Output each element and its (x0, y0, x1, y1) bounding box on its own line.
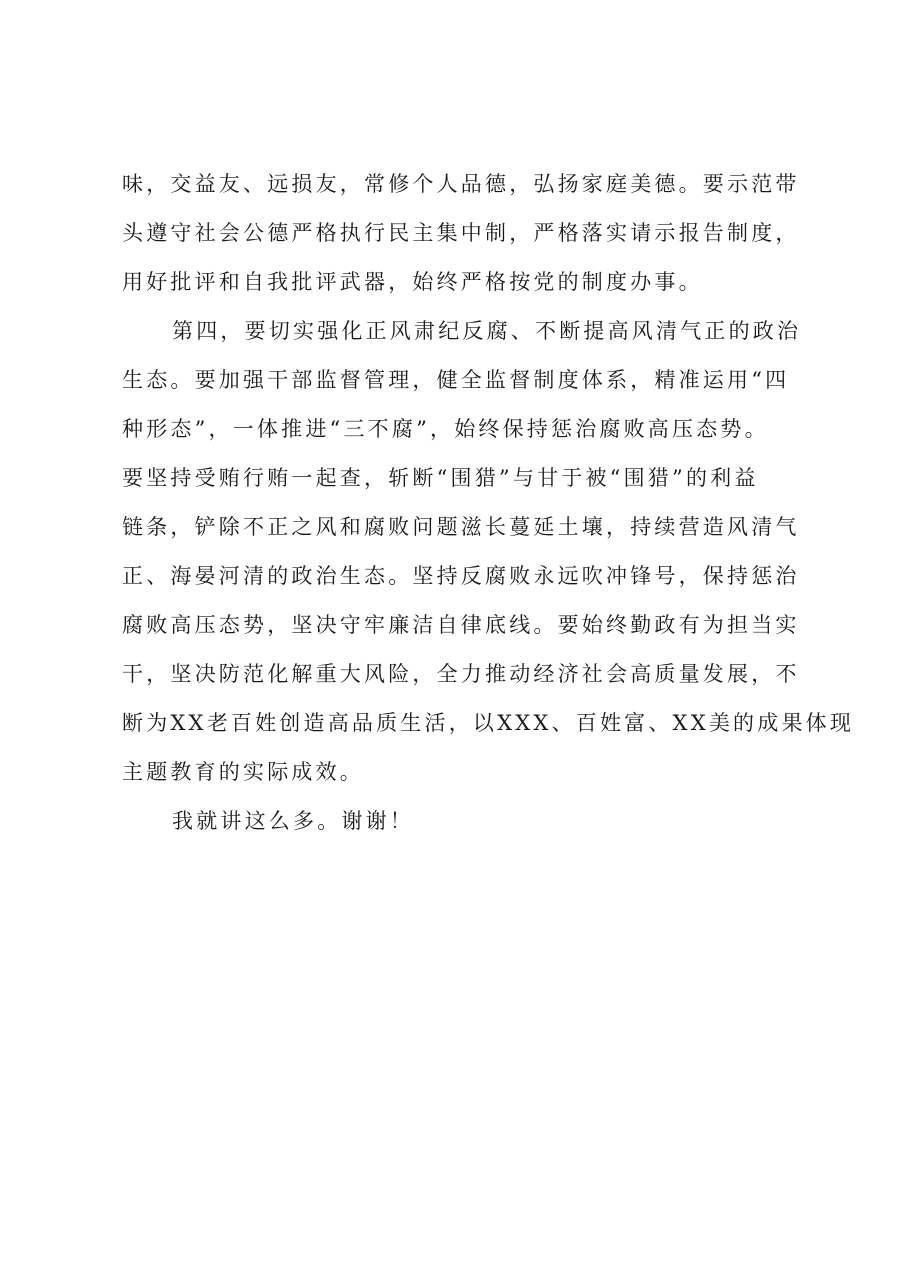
text-line: 主题教育的实际成效。 (122, 760, 364, 784)
text-line: 生态。要加强干部监督管理，健全监督制度体系，精准运用“四 (122, 368, 790, 392)
text-line: 用好批评和自我批评武器，始终严格按党的制度办事。 (122, 270, 703, 294)
text-line: 种形态”，一体推进“三不腐”，始终保持惩治腐败高压态势。 (122, 417, 769, 441)
text-line: 味，交益友、远损友，常修个人品德，弘扬家庭美德。要示范带 (122, 172, 800, 196)
text-line: 断为XX老百姓创造高品质生活，以XXX、百姓富、XX美的成果体现 (122, 711, 855, 735)
paragraph-3 (122, 797, 822, 846)
text-line: 我就讲这么多。谢谢！ (172, 809, 414, 833)
paragraph-1 (122, 160, 822, 307)
text-line: 干，坚决防范化解重大风险，全力推动经济社会高质量发展，不 (122, 662, 800, 686)
document-body (122, 160, 855, 846)
text-line: 头遵守社会公德严格执行民主集中制，严格落实请示报告制度， (122, 221, 800, 245)
text-line: 要坚持受贿行贿一起查，斩断“围猎”与甘于被“围猎”的利益 (122, 466, 759, 490)
text-line: 腐败高压态势，坚决守牢廉洁自律底线。要始终勤政有为担当实 (122, 613, 800, 637)
paragraph-2 (122, 307, 855, 797)
text-line: 链条，铲除不正之风和腐败问题滋长蔓延土壤，持续营造风清气 (122, 515, 800, 539)
text-line: 正、海晏河清的政治生态。坚持反腐败永远吹冲锋号，保持惩治 (122, 564, 800, 588)
text-line: 第四，要切实强化正风肃纪反腐、不断提高风清气正的政治 (172, 319, 802, 343)
